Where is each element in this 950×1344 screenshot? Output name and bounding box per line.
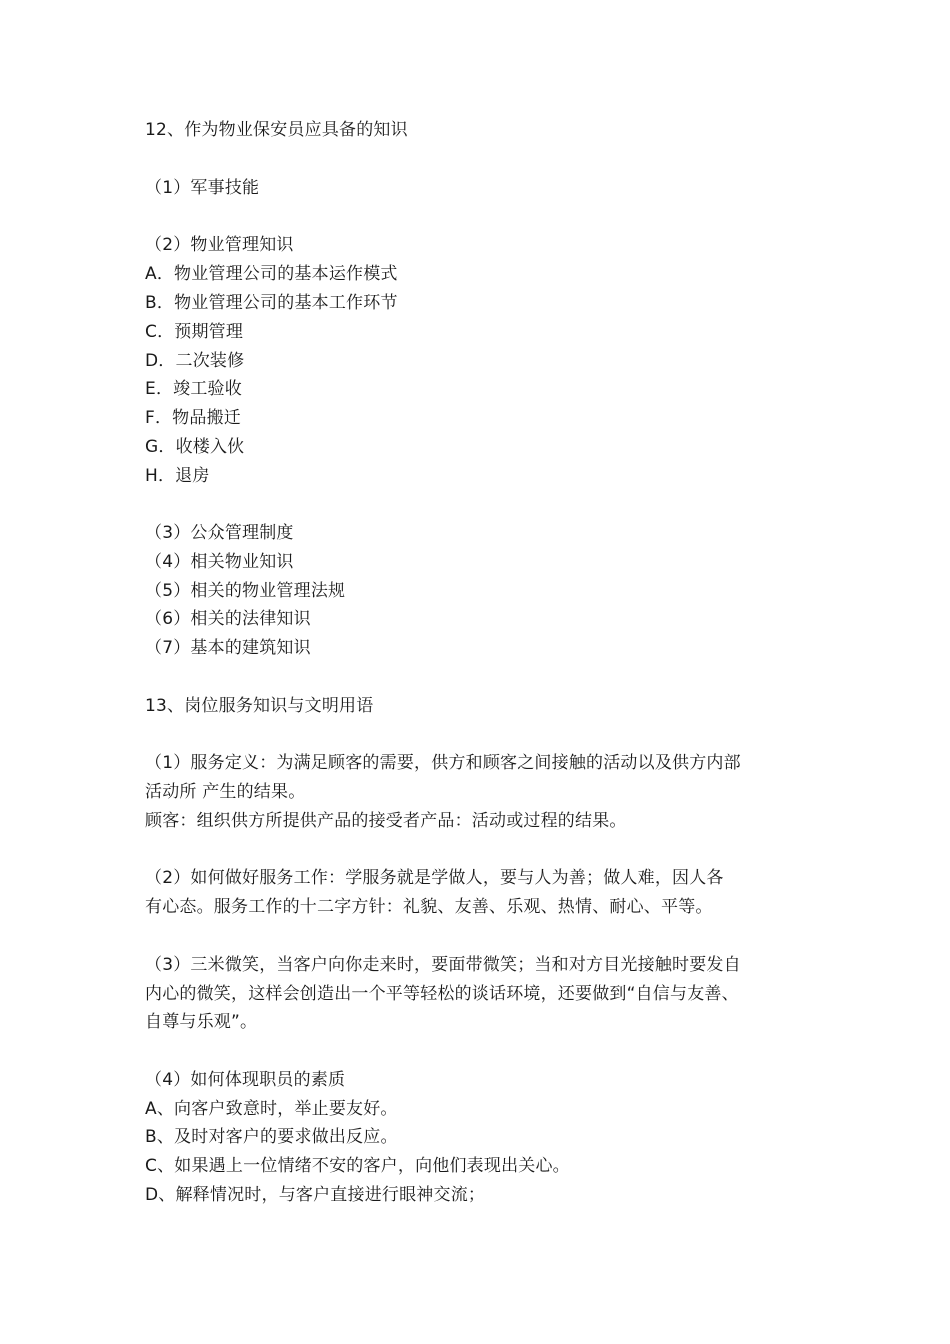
paragraph-line: （2）如何做好服务工作：学服务就是学做人，要与人为善；做人难，因人各 bbox=[145, 868, 724, 888]
sub-list-item: E．竣工验收 bbox=[145, 379, 242, 399]
paragraph-line: 活动所 产生的结果。 bbox=[145, 782, 306, 802]
section-heading: 13、岗位服务知识与文明用语 bbox=[145, 696, 374, 716]
list-item: （1）军事技能 bbox=[145, 178, 260, 198]
list-item: （5）相关的物业管理法规 bbox=[145, 581, 346, 601]
sub-list-item: D、解释情况时，与客户直接进行眼神交流； bbox=[145, 1185, 486, 1205]
sub-list-item: B．物业管理公司的基本工作环节 bbox=[145, 293, 398, 313]
sub-list-item: A．物业管理公司的基本运作模式 bbox=[145, 264, 398, 284]
paragraph-line: 内心的微笑，这样会创造出一个平等轻松的谈话环境，还要做到“自信与友善、 bbox=[145, 984, 739, 1004]
sub-list-item: H．退房 bbox=[145, 466, 210, 486]
list-item: （7）基本的建筑知识 bbox=[145, 638, 311, 658]
list-item: （3）公众管理制度 bbox=[145, 523, 294, 543]
sub-list-item: G．收楼入伙 bbox=[145, 437, 245, 457]
paragraph-line: 顾客：组织供方所提供产品的接受者产品：活动或过程的结果。 bbox=[145, 811, 627, 831]
sub-list-item: F．物品搬迁 bbox=[145, 408, 241, 428]
paragraph-line: 有心态。服务工作的十二字方针：礼貌、友善、乐观、热情、耐心、平等。 bbox=[145, 897, 713, 917]
sub-list-item: C．预期管理 bbox=[145, 322, 244, 342]
sub-list-item: A、向客户致意时，举止要友好。 bbox=[145, 1099, 398, 1119]
list-item: （2）物业管理知识 bbox=[145, 235, 294, 255]
paragraph-line: 自尊与乐观”。 bbox=[145, 1012, 258, 1032]
paragraph-line: （4）如何体现职员的素质 bbox=[145, 1070, 346, 1090]
sub-list-item: B、及时对客户的要求做出反应。 bbox=[145, 1127, 398, 1147]
list-item: （6）相关的法律知识 bbox=[145, 609, 311, 629]
paragraph-line: （1）服务定义：为满足顾客的需要，供方和顾客之间接触的活动以及供方内部 bbox=[145, 753, 741, 773]
paragraph-line: （3）三米微笑，当客户向你走来时，要面带微笑；当和对方目光接触时要发自 bbox=[145, 955, 741, 975]
list-item: （4）相关物业知识 bbox=[145, 552, 294, 572]
sub-list-item: D．二次装修 bbox=[145, 351, 245, 371]
sub-list-item: C、如果遇上一位情绪不安的客户，向他们表现出关心。 bbox=[145, 1156, 570, 1176]
section-heading: 12、作为物业保安员应具备的知识 bbox=[145, 120, 408, 140]
